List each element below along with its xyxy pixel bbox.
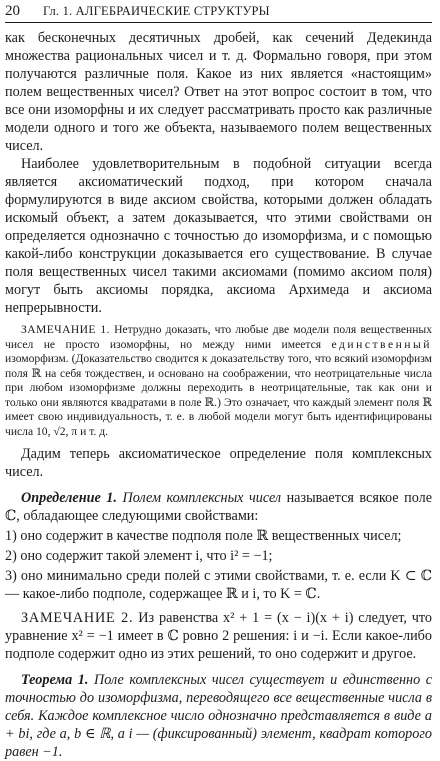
remark-2-label: ЗАМЕЧАНИЕ 2. xyxy=(21,610,134,626)
remark-2 xyxy=(5,609,432,663)
definition-item-3: 3) оно минимально среди полей с этими свойствами, т. е. если K ⊂ ℂ — какое-либо подполе, содержащее ℝ и i, то K = ℂ. xyxy=(5,568,432,602)
theorem-1 xyxy=(5,671,432,761)
remark-1-text-a: Нетрудно доказать, что любые две модели поля вещественных чисел не просто изоморфны, но между ними имеется xyxy=(5,323,432,351)
remark-1-emphasis: единственный xyxy=(331,337,432,351)
remark-1-label: ЗАМЕЧАНИЕ 1. xyxy=(21,323,110,336)
remark-2-text: Из равенства x² + 1 = (x − i)(x + i) следует, что уравнение x² = −1 имеет в ℂ ровно 2 решения: i и −i. Если какое-либо подполе содержит одно из этих решений, то оно содержит и другое. xyxy=(5,610,432,662)
running-title: Гл. 1. АЛГЕБРАИЧЕСКИЕ СТРУКТУРЫ xyxy=(43,4,270,18)
paragraph-intro-definition: Дадим теперь аксиоматическое определение поля комплексных чисел. xyxy=(5,446,432,480)
theorem-label: Теорема 1. xyxy=(21,672,89,688)
definition-item-1: 1) оно содержит в качестве подполя поле ℝ вещественных чисел; xyxy=(5,528,402,544)
remark-1 xyxy=(5,323,432,439)
definition-text: называется всякое поле ℂ, обладающее следующими свойствами: xyxy=(5,490,432,524)
theorem-text: Поле комплексных чисел существует и единственно с точностью до изоморфизма, переводящего все вещественные числа в себя. Каждое комплексное число однозначно представляется в виде a + bi, где a, b ∈ ℝ, a i — (фиксированный) элемент, квадрат которого равен −1. xyxy=(5,672,433,760)
definition-1 xyxy=(5,489,432,525)
paragraph-models: как бесконечных десятичных дробей, как сечений Дедекинда множества рациональных чисел и т. д. Формально говоря, при этом получаются различные поля. Какое из них является «настоящим» полем вещественных чисел? Ответ на этот вопрос состоит в том, что все они изоморфны и их следует рассматривать просто как различные модели одного и того же объекта, называемого полем вещественных чисел. xyxy=(5,30,432,154)
remark-1-text-b: изоморфизм. (Доказательство сводится к доказательству того, что всякий изоморфизм поля ℝ на себя тождествен, и основано на соображении, что неотрицательные числа при любом изоморфизме должны переходить в неотрицательные, так как они и только они являются квадратами в поле ℝ.) Это означает, что каждый элемент поля ℝ имеет свою индивидуальность, т. е. в любой модели могут быть идентифицированы числа 10, √2, π и т. д. xyxy=(5,352,432,438)
page-number: 20 xyxy=(5,3,20,19)
definition-term: Полем комплексных чисел xyxy=(122,490,282,506)
definition-label: Определение 1. xyxy=(21,490,117,506)
definition-item-2: 2) оно содержит такой элемент i, что i² = −1; xyxy=(5,548,273,564)
page-header xyxy=(5,0,432,23)
paragraph-axiomatic: Наиболее удовлетворительным в подобной ситуации всегда является аксиоматический подход, при котором сначала формулируются в виде аксиом свойства, которыми должен обладать искомый объект, а затем доказывается, что этими свойствами он определяется однозначно с точностью до изоморфизма, и с помощью какой-либо конструкции доказывается его существование. В случае поля вещественных чисел такими аксиомами (помимо аксиом поля) могут быть аксиомы порядка, аксиома Архимеда и аксиома непрерывности. xyxy=(5,156,432,316)
